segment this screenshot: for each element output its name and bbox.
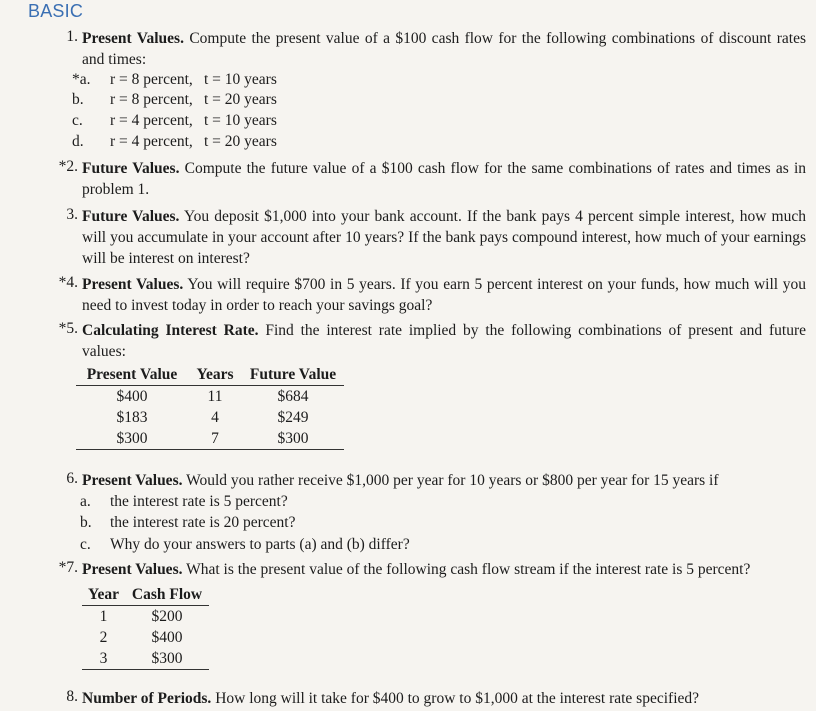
table-header-row [82, 584, 209, 606]
problem-body: How long will it take for $400 to grow to $1,000 at the interest rate specified? [215, 690, 700, 707]
problem-text [82, 274, 806, 316]
table-row [76, 407, 344, 428]
table-cell: $200 [151, 607, 183, 625]
problem-body: Compute the present value of a $100 cash flow for the following combinations of discount rates and times: [82, 30, 806, 68]
problem-title: Present Values. [82, 276, 184, 293]
problem-number: *2. [58, 158, 78, 175]
table-cell: $400 [116, 387, 148, 405]
table-cell: $684 [277, 387, 309, 405]
cash-flow-table [82, 584, 209, 670]
item-text: the interest rate is 20 percent? [110, 514, 296, 531]
problem-text [82, 28, 806, 70]
item-label: d. [72, 133, 84, 150]
problem-text [82, 158, 806, 200]
table-row [82, 606, 209, 628]
table-cell: $300 [125, 648, 209, 670]
item-rate: r = 8 percent, [110, 91, 193, 108]
table-cell: $300 [242, 428, 344, 450]
problem-number: 8. [66, 688, 78, 705]
problem-body: What is the present value of the following cash flow stream if the interest rate is 5 percent? [186, 561, 751, 578]
table-cell: $300 [76, 428, 188, 450]
problem-number: *5. [58, 320, 78, 337]
table-row [82, 648, 209, 670]
table-cell: 3 [82, 648, 125, 670]
table-cell: 7 [188, 428, 242, 450]
item-time: t = 20 years [204, 91, 277, 108]
problem-number: *7. [58, 559, 78, 576]
problem-text [82, 470, 806, 491]
column-header: Present Value [76, 364, 188, 386]
item-label: b. [72, 91, 84, 108]
problem-number: *4. [58, 274, 78, 291]
problem-body: Would you rather receive $1,000 per year for 10 years or $800 per year for 15 years if [186, 472, 719, 489]
table-cell: 2 [99, 628, 108, 646]
problem-body: Find the interest rate implied by the following combinations of present and future values: [82, 322, 807, 360]
section-heading: BASIC [28, 1, 84, 21]
problem-title: Future Values. [82, 160, 180, 177]
table-cell: $183 [116, 408, 148, 426]
item-label: c. [80, 536, 91, 553]
problem-text [82, 320, 806, 362]
problem-title: Present Values. [82, 561, 183, 578]
item-rate: r = 4 percent, [110, 112, 193, 129]
problem-title: Number of Periods. [82, 690, 212, 707]
problem-text [82, 559, 806, 580]
column-header: Future Value [242, 364, 344, 386]
item-time: t = 10 years [204, 112, 277, 129]
problem-title: Present Values. [82, 472, 183, 489]
item-label: *a. [72, 71, 91, 88]
item-label: a. [80, 493, 91, 510]
item-rate: r = 4 percent, [110, 133, 193, 150]
problem-body: You will require $700 in 5 years. If you earn 5 percent interest on your funds, how much will you need to invest today in order to reach your savings goal? [82, 276, 806, 314]
problem-text [82, 206, 806, 269]
item-text: Why do your answers to parts (a) and (b) differ? [110, 536, 410, 553]
table-cell: $249 [277, 408, 309, 426]
problem-title: Calculating Interest Rate. [82, 322, 259, 339]
problem-number: 6. [66, 470, 78, 487]
problem-number: 1. [66, 28, 78, 45]
column-header: Year [82, 584, 125, 606]
table-cell: 11 [207, 387, 223, 405]
problem-body: Compute the future value of a $100 cash flow for the same combinations of rates and times as in problem 1. [82, 160, 806, 198]
table-header-row [76, 364, 344, 386]
item-label: b. [80, 514, 92, 531]
column-header: Years [188, 364, 242, 386]
table-cell: 4 [211, 408, 219, 426]
item-label: c. [72, 112, 83, 129]
problem-title: Future Values. [82, 208, 180, 225]
item-time: t = 10 years [204, 71, 277, 88]
problem-text [82, 688, 806, 709]
table-row [76, 386, 344, 408]
problem-body: You deposit $1,000 into your bank account. If the bank pays 4 percent simple interest, how much will you accumulate in your account after 10 years? If the bank pays compound interest, how much of your earnings will be interest on interest? [82, 208, 806, 267]
present-future-value-table [76, 364, 344, 450]
table-cell: 1 [99, 607, 108, 625]
item-rate: r = 8 percent, [110, 71, 193, 88]
table-cell: $400 [151, 628, 183, 646]
column-header: Cash Flow [125, 584, 209, 606]
table-row [82, 627, 209, 648]
problem-title: Present Values. [82, 30, 184, 47]
item-text: the interest rate is 5 percent? [110, 493, 288, 510]
item-time: t = 20 years [204, 133, 277, 150]
table-row [76, 428, 344, 450]
problem-number: 3. [66, 206, 78, 223]
